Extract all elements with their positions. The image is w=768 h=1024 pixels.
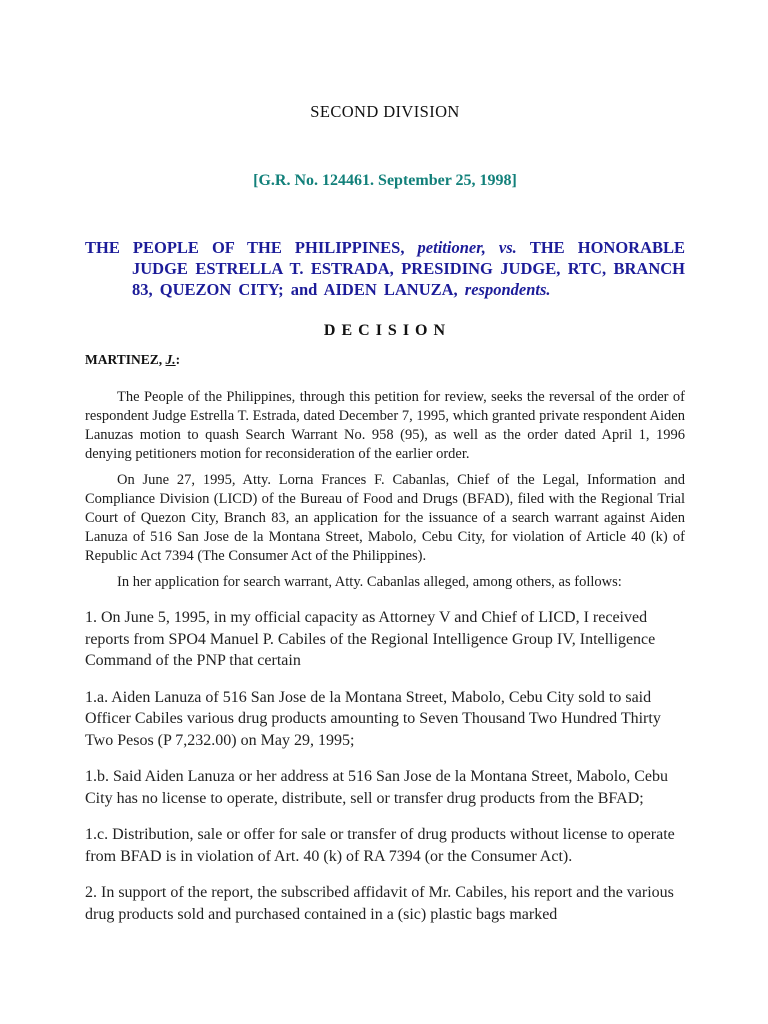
case-title-respondents-label: respondents. xyxy=(464,280,551,299)
ponente-byline xyxy=(85,352,685,368)
division-heading: SECOND DIVISION xyxy=(310,102,460,121)
gr-citation: [G.R. No. 124461. September 25, 1998] xyxy=(253,172,517,189)
body-paragraph: In her application for search warrant, Atty. Cabanlas alleged, among others, as follows: xyxy=(117,574,622,590)
case-title-defendants: THE HONORABLE JUDGE ESTRELLA T. ESTRADA, PRESIDING JUDGE, RTC, BRANCH 83, QUEZON CITY; and AIDEN LANUZA, xyxy=(132,238,686,299)
case-title xyxy=(85,237,685,300)
body-paragraph: The People of the Philippines, through this petition for review, seeks the reversal of the order of respondent Judge Estrella T. Estrada, dated December 7, 1995, which granted private respondent Aiden Lanuzas motion to quash Search Warrant No. 958 (95), as well as the order dated April 1, 1996 denying petitioners motion for reconsideration of the earlier order. xyxy=(85,389,685,462)
quoted-allegation: 2. In support of the report, the subscribed affidavit of Mr. Cabiles, his report and the various drug products sold and purchased contained in a (sic) plastic bags marked xyxy=(85,884,674,923)
case-title-plaintiff: THE PEOPLE OF THE PHILIPPINES, xyxy=(85,238,418,257)
case-title-petitioner-label: petitioner, xyxy=(417,238,499,257)
body-paragraph: On June 27, 1995, Atty. Lorna Frances F. Cabanlas, Chief of the Legal, Information and Compliance Division (LICD) of the Bureau of Food and Drugs (BFAD), filed with the Regional Trial Court of Quezon City, Branch 83, an application for the issuance of a search warrant against Aiden Lanuza of 516 San Jose de la Montana Street, Mabolo, Cebu City, for violation of Article 40 (k) of Republic Act 7394 (The Consumer Act of the Philippines). xyxy=(85,472,685,564)
quoted-allegation: 1.a. Aiden Lanuza of 516 San Jose de la Montana Street, Mabolo, Cebu City sold to said Officer Cabiles various drug products amounting to Seven Thousand Two Hundred Thirty Two Pesos (P 7,232.00) on May 29, 1995; xyxy=(85,688,661,749)
decision-heading: D E C I S I O N xyxy=(323,322,447,339)
quoted-allegation: 1. On June 5, 1995, in my official capacity as Attorney V and Chief of LICD, I received reports from SPO4 Manuel P. Cabiles of the Regional Intelligence Group IV, Intelligence Command of the PNP that certain xyxy=(85,609,656,669)
ponente-initial: J. xyxy=(165,352,176,367)
ponente-name: MARTINEZ, xyxy=(85,352,166,367)
quoted-allegation: 1.b. Said Aiden Lanuza or her address at 516 San Jose de la Montana Street, Mabolo, Cebu City has no license to operate, distribute, sell or transfer drug products from the BFAD; xyxy=(85,768,668,807)
case-title-vs: vs. xyxy=(498,238,530,257)
quoted-allegation: 1.c. Distribution, sale or offer for sale or transfer of drug products without license to operate from BFAD is in violation of Art. 40 (k) of RA 7394 (or the Consumer Act). xyxy=(85,826,675,865)
ponente-suffix: : xyxy=(175,352,181,367)
